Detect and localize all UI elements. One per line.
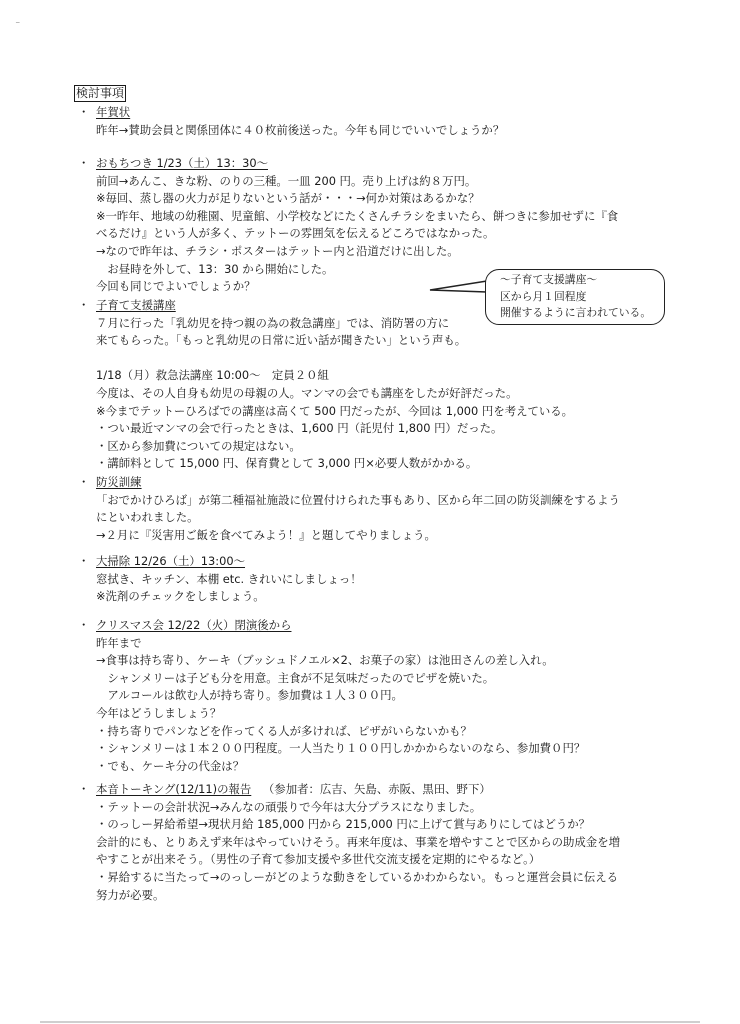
blank-line	[96, 350, 678, 368]
text-line: 会計的にも、とりあえず来年はやっていけそう。再来年度は、事業を増やすことで区からの助成金を増	[96, 834, 620, 849]
text-line: 昨年まで	[96, 635, 142, 650]
text-line: べるだけ』という人が多く、テットーの雰囲気を伝えるどころではなかった。	[96, 226, 495, 241]
text-line: ※毎回、蒸し器の火力が足りないという話が・・・→何か対策はあるかな？	[96, 191, 480, 206]
section-heading: おもちつき 1/23（土）13：30～	[96, 156, 268, 170]
text-line: ・つい最近マンマの会で行ったときは、1,600 円（託児付 1,800 円）だった。	[96, 421, 503, 436]
callout-line: 開催するように言われている。	[500, 306, 652, 320]
text-line: 窓拭き、キッチン、本棚 etc. きれいにしましょっ！	[96, 571, 362, 586]
text-line: ・区から参加費についての規定はない。	[96, 438, 301, 453]
text-line: 今年はどうしましょう？	[96, 705, 222, 720]
text-line: →なので昨年は、チラシ・ポスターはテットー内と沿道だけに出した。	[96, 243, 459, 258]
section-heading-title: 本音トーキング(12/11)の報告	[96, 782, 252, 796]
text-line: 努力が必要。	[96, 887, 165, 902]
section-heading-note: （参加者：広吉、矢島、赤阪、黒田、野下）	[262, 782, 491, 796]
section-body	[96, 122, 678, 140]
bullet: ・	[78, 554, 90, 568]
text-line: ・持ち寄りでパンなどを作ってくる人が多ければ、ピザがいらないかも？	[96, 723, 472, 738]
bullet: ・	[78, 105, 90, 119]
text-line: ・テットーの会計状況→みんなの頑張りで今年は大分プラスになりました。	[96, 799, 482, 814]
text-line: 今回も同じでよいでしょうか？	[96, 279, 256, 294]
section-body	[96, 492, 678, 545]
callout-line: ～子育て支援講座～	[500, 273, 598, 286]
bullet: ・	[78, 156, 90, 170]
text-line: やすことが出来そう。（男性の子育て参加支援や多世代交流支援を定期的にやるなど。）	[96, 852, 541, 867]
callout-line: 区から月１回程度	[500, 289, 587, 303]
section-body	[96, 799, 678, 905]
section-heading: 防災訓練	[96, 475, 142, 489]
text-line: ・シャンメリーは１本２００円程度。一人当たり１００円しかかからないのなら、参加費０円？	[96, 741, 586, 756]
text-line: 「おでかけひろば」が第二種福祉施設に位置付けられた事もあり、区から年二回の防災訓練をするよう	[96, 492, 620, 507]
section-body	[96, 635, 678, 776]
bullet: ・	[78, 782, 90, 796]
text-line: ※今までテットーひろばでの講座は高くて 500 円だったが、今回は 1,000 円を考えている。	[96, 403, 574, 418]
text-line: ・でも、ケーキ分の代金は？	[96, 758, 245, 773]
text-line: ・のっしー昇給希望→現状月給 185,000 円から 215,000 円に上げて賞与ありにしてはどうか？	[96, 817, 591, 832]
text-line: 今度は、その人自身も幼児の母親の人。マンマの会でも講座をしたが好評だった。	[96, 385, 518, 400]
section-body	[96, 571, 678, 606]
text-line: ・昇給するに当たって→のっしーがどのような動きをしているかわからない。もっと運営会員に伝える	[96, 869, 619, 884]
page-title: 検討事項	[76, 86, 125, 100]
text-line: 1/18（月）救急法講座 10:00～ 定員２０組	[96, 368, 329, 383]
bottom-scan-rule	[40, 1021, 700, 1023]
text-line: お昼時を外して、13：30 から開始にした。	[96, 261, 334, 276]
text-line: 来てもらった。「もっと乳幼児の日常に近い話が聞きたい」という声も。	[96, 333, 467, 348]
bullet: ・	[78, 475, 90, 489]
text-line: にといわれました。	[96, 510, 199, 525]
text-line: シャンメリーは子ども分を用意。主食が不足気味だったのでピザを焼いた。	[96, 670, 495, 685]
bullet: ・	[78, 618, 90, 632]
section-body	[96, 315, 678, 473]
section-heading: クリスマス会 12/22（火）閉演後から	[96, 618, 292, 632]
section-heading: 子育て支援講座	[96, 298, 176, 312]
section-heading	[96, 781, 491, 799]
text-line: →２月に『災害用ご飯を食べてみよう！』と題してやりましょう。	[96, 527, 436, 542]
bullet: ・	[78, 298, 90, 312]
section-heading: 大掃除 12/26（土）13:00～	[96, 554, 246, 568]
text-line: 前回→あんこ、きな粉、のりの三種。一皿 200 円。売り上げは約８万円。	[96, 173, 477, 188]
text-line: →食事は持ち寄り、ケーキ（ブッシュドノエル×2、お菓子の家）は池田さんの差し入れ。	[96, 653, 554, 668]
text-line: ・講師料として 15,000 円、保育費として 3,000 円×必要人数がかかる。	[96, 456, 478, 471]
text-line: 昨年→賛助会員と関係団体に４０枚前後送った。今年も同じでいいでしょうか？	[96, 122, 505, 137]
text-line: ７月に行った「乳幼児を持つ親の為の救急講座」では、消防署の方に	[96, 315, 450, 330]
text-line: ※洗剤のチェックをしましょう。	[96, 589, 265, 604]
text-line: アルコールは飲む人が持ち寄り。参加費は１人３００円。	[96, 688, 403, 703]
corner-scan-mark: ‾	[16, 22, 20, 30]
section-heading: 年賀状	[96, 105, 131, 119]
text-line: ※一昨年、地域の幼稚園、児童館、小学校などにたくさんチラシをまいたら、餅つきに参加せずに『食	[96, 208, 619, 223]
callout-box	[485, 269, 665, 325]
